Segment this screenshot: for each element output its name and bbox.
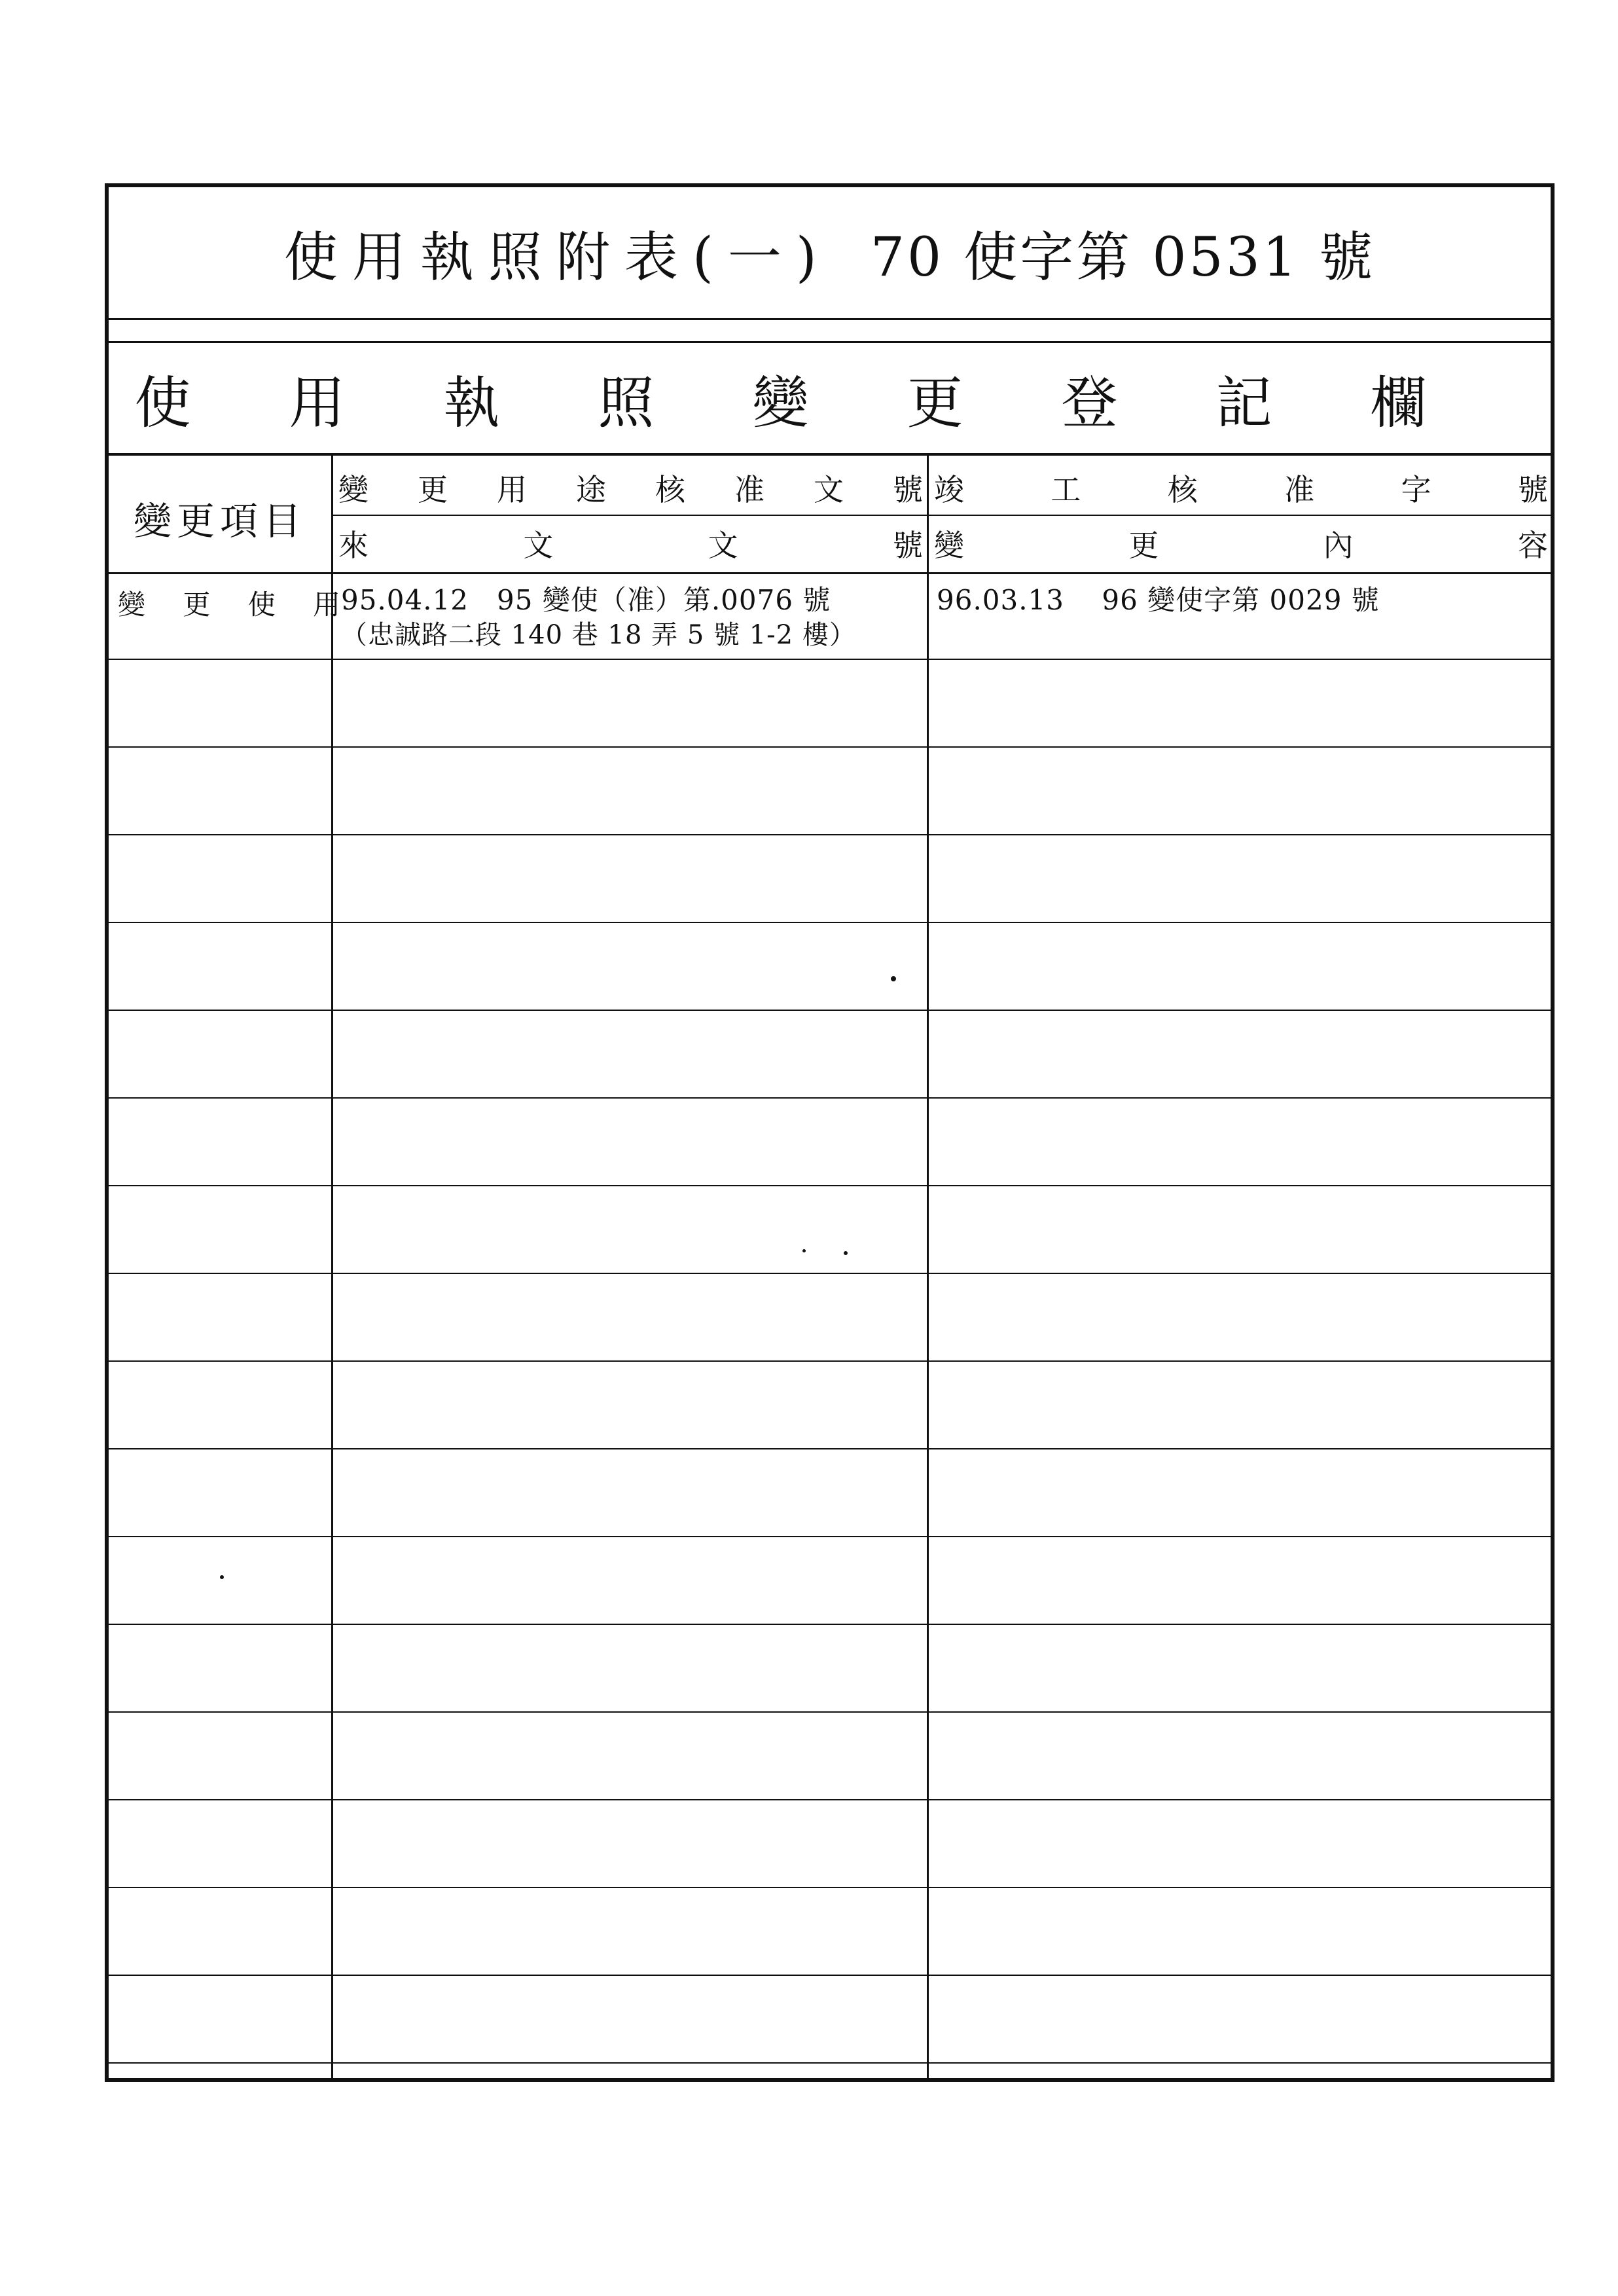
header-char: 內 xyxy=(1323,528,1354,563)
header-bottom-line xyxy=(109,572,1551,574)
row-separator xyxy=(109,1799,1551,1800)
row-separator xyxy=(109,1975,1551,1976)
speck xyxy=(891,976,896,981)
row-separator xyxy=(109,1097,1551,1099)
row-separator xyxy=(109,2062,1551,2064)
header-change-content xyxy=(930,517,1552,570)
header-char: 變 xyxy=(338,472,369,507)
header-char: 文 xyxy=(708,528,738,563)
header-divider xyxy=(331,515,1555,516)
row-item: 變 更 使 用 xyxy=(118,589,355,621)
header-char: 變 xyxy=(934,528,964,563)
header-char: 文 xyxy=(814,472,844,507)
header-change-item-label: 變更項目 xyxy=(133,499,306,543)
speck xyxy=(220,1575,224,1579)
row-separator xyxy=(109,1185,1551,1186)
header-char: 號 xyxy=(1517,472,1548,507)
row-separator xyxy=(109,922,1551,923)
speck xyxy=(844,1251,848,1255)
row-address: （忠誠路二段 140 巷 18 弄 5 號 1-2 樓） xyxy=(341,620,856,650)
header-char: 准 xyxy=(734,472,764,507)
row-separator xyxy=(109,659,1551,660)
row-completion-approval: 96.03.13 96 變使字第 0029 號 xyxy=(937,584,1380,616)
header-char: 核 xyxy=(655,472,685,507)
header-char: 用 xyxy=(497,472,527,507)
title-number: 70 使字第 0531 號 xyxy=(870,226,1376,289)
header-char: 來 xyxy=(338,528,369,563)
row-separator xyxy=(109,746,1551,748)
section-title xyxy=(109,341,1551,456)
header-char: 途 xyxy=(576,472,606,507)
title-left: 使用執照附表(一) xyxy=(283,226,831,289)
section-title-text: 使用執照變更登記欄 xyxy=(134,371,1525,436)
row-separator xyxy=(109,1448,1551,1449)
row-separator xyxy=(109,1360,1551,1362)
row-separator xyxy=(109,1624,1551,1625)
header-char: 准 xyxy=(1284,472,1315,507)
column-divider-2 xyxy=(927,456,929,2079)
header-change-use-approval-number xyxy=(334,461,927,515)
header-completion-approval-number xyxy=(930,461,1552,515)
header-char: 文 xyxy=(523,528,554,563)
license-table xyxy=(105,183,1555,2082)
document-title xyxy=(109,187,1551,320)
header-char: 核 xyxy=(1167,472,1198,507)
header-change-item xyxy=(109,462,331,574)
row-separator xyxy=(109,1273,1551,1274)
row-separator xyxy=(109,1711,1551,1713)
row-separator xyxy=(109,1887,1551,1888)
header-char: 字 xyxy=(1401,472,1431,507)
header-char: 容 xyxy=(1517,528,1548,563)
row-separator xyxy=(109,1536,1551,1537)
header-char: 竣 xyxy=(934,472,964,507)
row-change-use-approval: 95.04.12 95 變使（准）第.0076 號 xyxy=(341,584,831,616)
header-char: 號 xyxy=(892,528,923,563)
header-char: 號 xyxy=(893,472,923,507)
header-char: 更 xyxy=(1128,528,1159,563)
header-incoming-document-number xyxy=(334,517,927,570)
header-char: 更 xyxy=(418,472,448,507)
speck xyxy=(802,1249,806,1252)
header-char: 工 xyxy=(1051,472,1081,507)
column-divider-1 xyxy=(331,456,333,2079)
row-separator xyxy=(109,1010,1551,1011)
row-separator xyxy=(109,834,1551,835)
